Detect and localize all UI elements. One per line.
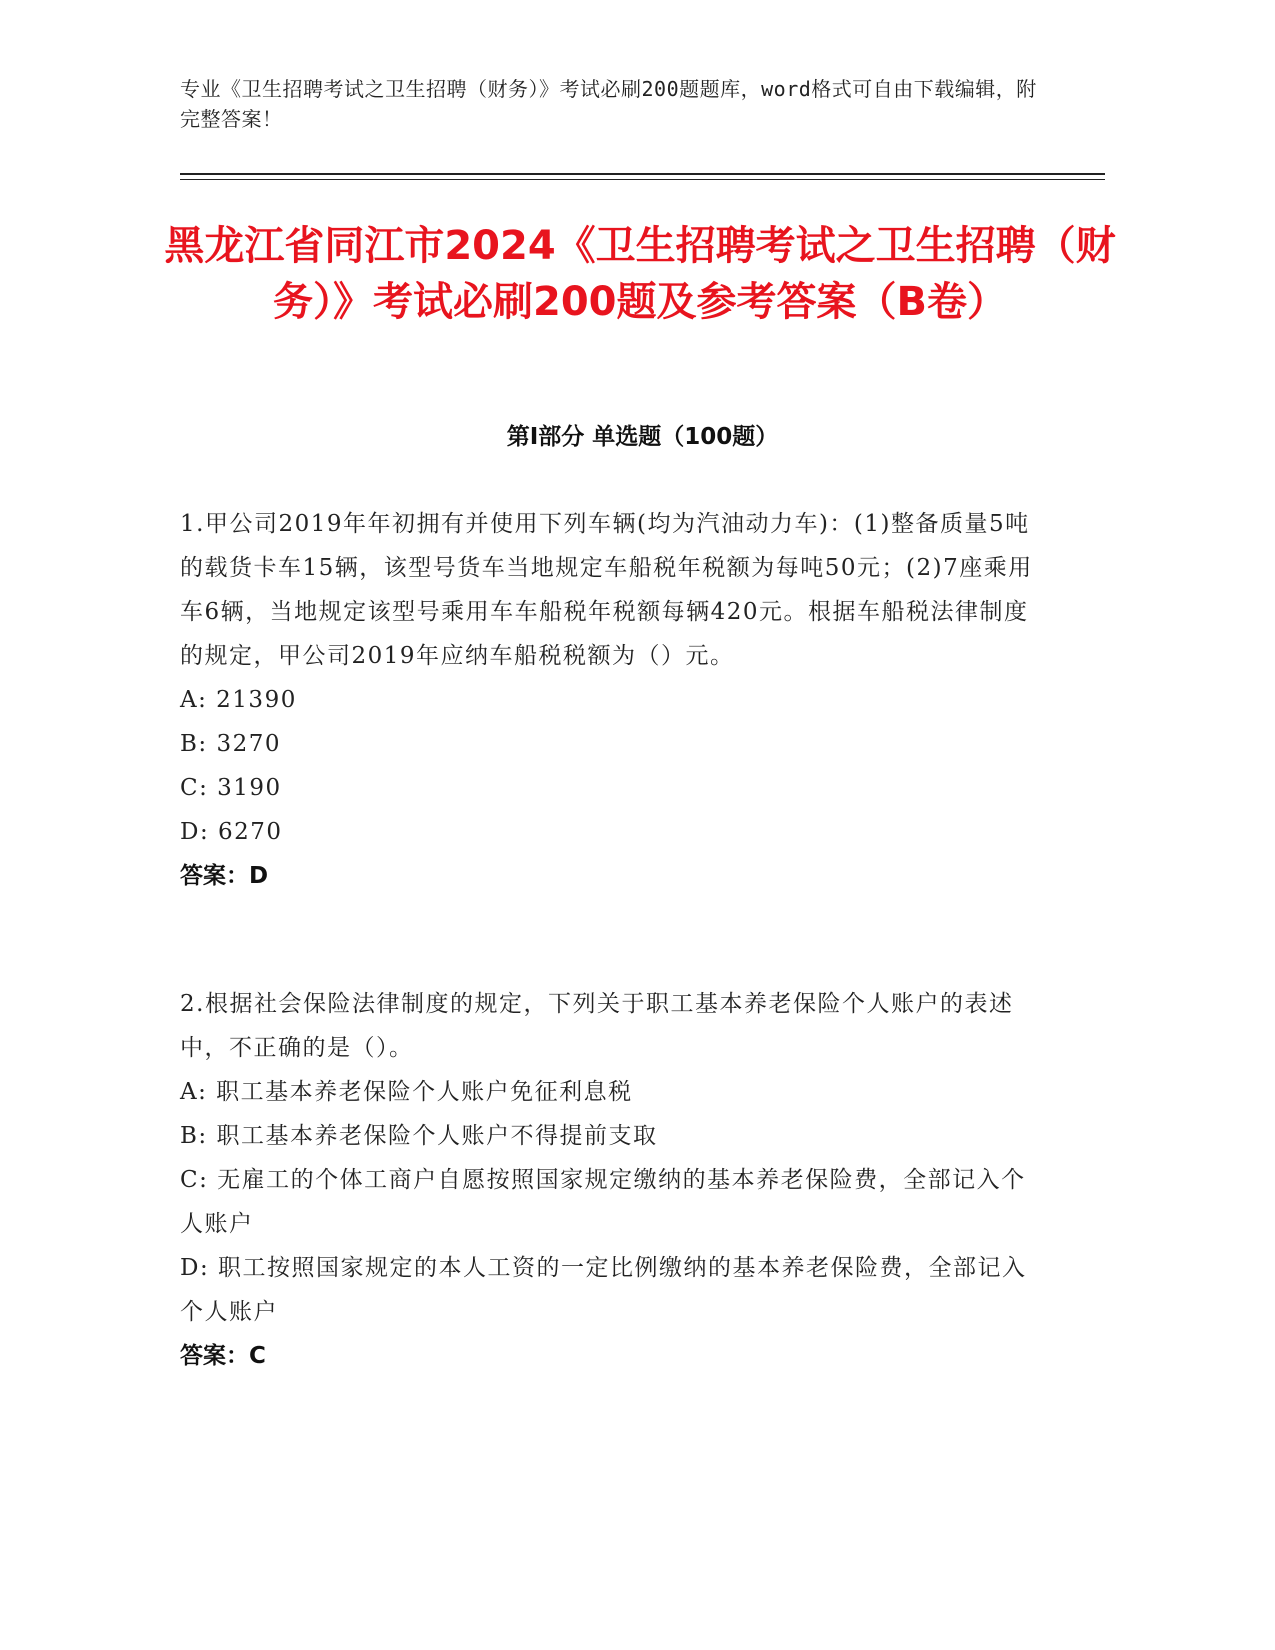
section-title: 第Ⅰ部分 单选题（100题） (506, 424, 779, 450)
header-divider-thick (180, 173, 1105, 175)
answer-label: 答案：C (180, 1343, 266, 1369)
option-c: C: 无雇工的个体工商户自愿按照国家规定缴纳的基本养老保险费，全部记入个人账户 (180, 1167, 1026, 1237)
option-c: C: 3190 (180, 775, 282, 801)
header-divider-thin (180, 179, 1105, 180)
question-block (180, 982, 1035, 1378)
option-d: D: 6270 (180, 819, 283, 845)
option-b: B: 职工基本养老保险个人账户不得提前支取 (180, 1123, 658, 1149)
answer-label: 答案：D (180, 863, 269, 889)
question-text: 1.甲公司2019年年初拥有并使用下列车辆(均为汽油动力车)：(1)整备质量5吨的载货卡车15辆，该型号货车当地规定车船税年税额为每吨50元；(2)7座乘用车6辆，当地规定该型号乘用车车船税年税额每辆420元。根据车船税法律制度的规定，甲公司2019年应纳车船税税额为（）元。 (180, 511, 1033, 669)
option-a: A: 职工基本养老保险个人账户免征利息税 (180, 1079, 633, 1105)
option-a: A: 21390 (180, 687, 297, 713)
option-b: B: 3270 (180, 731, 281, 757)
question-text: 2.根据社会保险法律制度的规定，下列关于职工基本养老保险个人账户的表述中，不正确的是（）。 (180, 991, 1014, 1061)
option-d: D: 职工按照国家规定的本人工资的一定比例缴纳的基本养老保险费，全部记入个人账户 (180, 1255, 1027, 1325)
document-title: 黑龙江省同江市2024《卫生招聘考试之卫生招聘（财务）》考试必刷200题及参考答案（B卷） (164, 223, 1116, 325)
header-note: 专业《卫生招聘考试之卫生招聘（财务）》考试必刷200题题库，word格式可自由下载编辑，附完整答案！ (180, 77, 1037, 131)
question-block (180, 502, 1035, 898)
